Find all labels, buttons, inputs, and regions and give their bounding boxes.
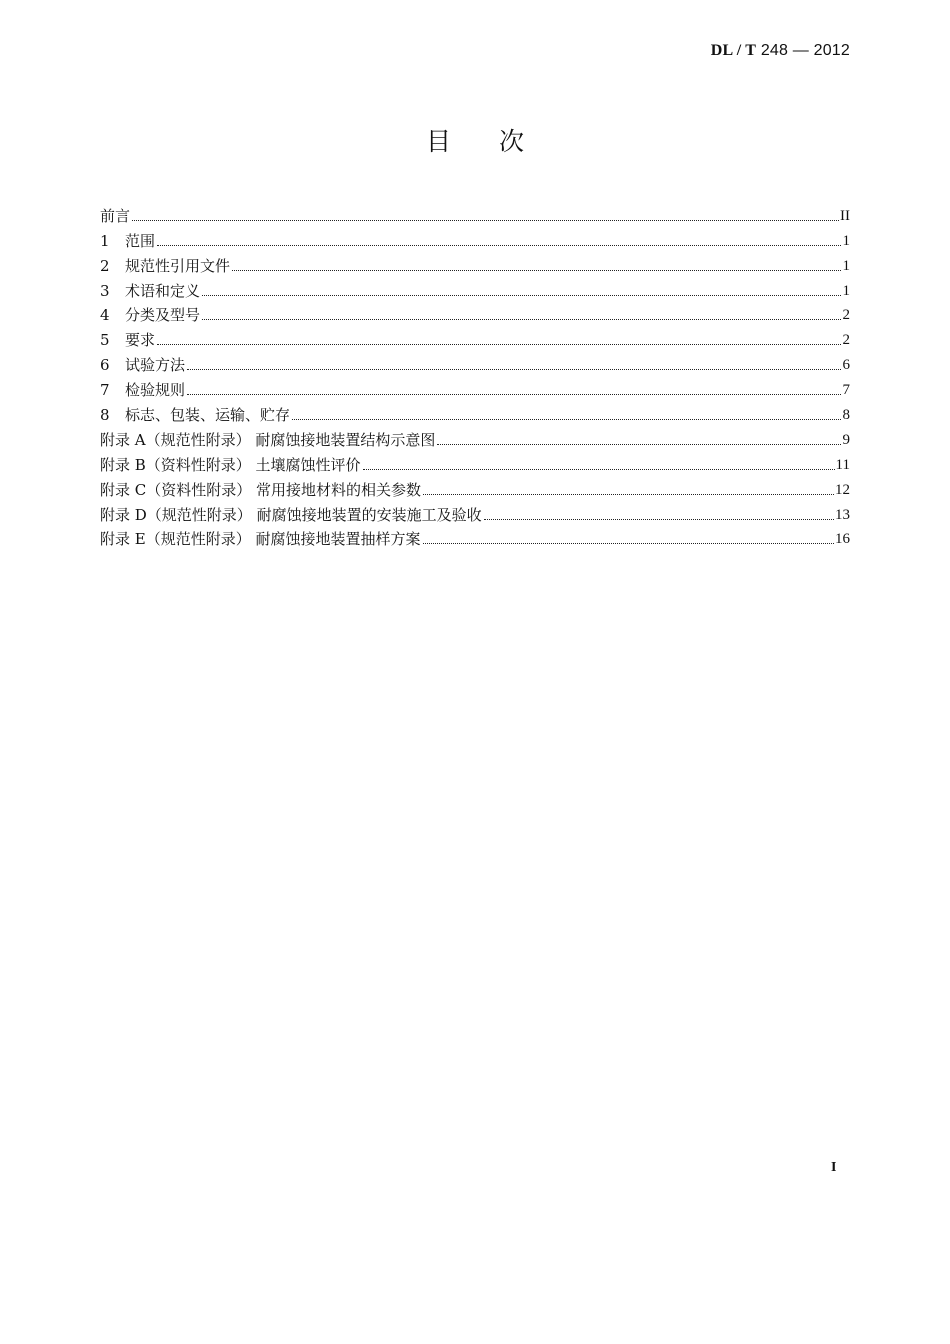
toc-entry[interactable] — [100, 301, 850, 326]
toc-entry-label: 附录 A（规范性附录） 耐腐蚀接地装置结构示意图 — [100, 430, 436, 449]
toc-entry-page: 9 — [842, 431, 850, 448]
toc-leader — [157, 245, 841, 246]
toc-entry-label: 范围 — [125, 231, 156, 250]
toc-entry[interactable] — [100, 226, 850, 251]
toc-entry-label: 分类及型号 — [125, 306, 201, 325]
toc-entry-label: 附录 B（资料性附录） 土壤腐蚀性评价 — [100, 455, 361, 474]
toc-leader — [187, 394, 841, 395]
toc-entry-page: 13 — [835, 506, 850, 523]
toc-entry-label: 规范性引用文件 — [125, 256, 231, 275]
toc-entry-page: 2 — [842, 332, 850, 349]
toc-entry-label: 标志、包装、运输、贮存 — [125, 406, 291, 425]
toc-entry-label: 要求 — [125, 331, 156, 350]
toc-entry-label: 前言 — [100, 206, 131, 225]
toc-entry-label: 术语和定义 — [125, 281, 201, 300]
toc-entry[interactable] — [100, 350, 850, 375]
toc-entry[interactable] — [100, 375, 850, 400]
toc-entry-label: 检验规则 — [125, 381, 186, 400]
toc-entry-page: 7 — [842, 382, 850, 399]
standard-number: 248 — 2012 — [760, 42, 850, 59]
toc-entry-number: 2 — [100, 256, 110, 275]
toc-entry[interactable] — [100, 425, 850, 450]
toc-entry-page: 16 — [835, 531, 850, 548]
toc-entry-number: 6 — [100, 356, 110, 375]
toc-entry-label: 附录 E（规范性附录） 耐腐蚀接地装置抽样方案 — [100, 530, 421, 549]
toc-entry-page: II — [840, 207, 850, 224]
toc-leader — [437, 444, 841, 445]
table-of-contents — [100, 201, 850, 549]
toc-entry[interactable] — [100, 525, 850, 550]
toc-entry[interactable] — [100, 201, 850, 226]
toc-entry-label: 附录 C（资料性附录） 常用接地材料的相关参数 — [100, 480, 422, 499]
toc-entry[interactable] — [100, 475, 850, 500]
toc-leader — [132, 220, 839, 221]
toc-entry-page: 11 — [835, 456, 850, 473]
toc-entry[interactable] — [100, 450, 850, 475]
toc-entry-page: 1 — [842, 232, 850, 249]
toc-leader — [157, 344, 841, 345]
toc-entry[interactable] — [100, 325, 850, 350]
toc-leader — [484, 519, 834, 520]
toc-entry-label: 附录 D（规范性附录） 耐腐蚀接地装置的安装施工及验收 — [100, 505, 482, 524]
toc-entry[interactable] — [100, 276, 850, 301]
toc-entry-number: 4 — [100, 306, 110, 325]
standard-prefix: DL / T — [710, 42, 757, 59]
standard-code — [711, 42, 850, 60]
page-number: I — [831, 1160, 837, 1175]
toc-entry-page: 2 — [842, 307, 850, 324]
toc-entry-label: 试验方法 — [125, 356, 186, 375]
toc-leader — [202, 295, 841, 296]
toc-entry-number: 8 — [100, 406, 110, 425]
toc-leader — [202, 319, 841, 320]
toc-entry[interactable] — [100, 500, 850, 525]
toc-entry-page: 1 — [842, 257, 850, 274]
toc-entry-page: 6 — [842, 357, 850, 374]
toc-entry[interactable] — [100, 251, 850, 276]
toc-entry-number: 3 — [100, 281, 110, 300]
toc-leader — [363, 469, 835, 470]
toc-entry-number: 7 — [100, 381, 110, 400]
toc-entry-number: 5 — [100, 331, 110, 350]
toc-leader — [187, 369, 841, 370]
toc-entry-page: 12 — [835, 481, 850, 498]
toc-entry-page: 1 — [842, 282, 850, 299]
toc-leader — [292, 419, 841, 420]
toc-leader — [423, 494, 834, 495]
toc-entry[interactable] — [100, 400, 850, 425]
page-title: 目次 — [425, 127, 572, 156]
toc-entry-page: 8 — [842, 407, 850, 424]
toc-leader — [423, 543, 835, 544]
toc-entry-number: 1 — [100, 231, 110, 250]
toc-leader — [232, 270, 841, 271]
